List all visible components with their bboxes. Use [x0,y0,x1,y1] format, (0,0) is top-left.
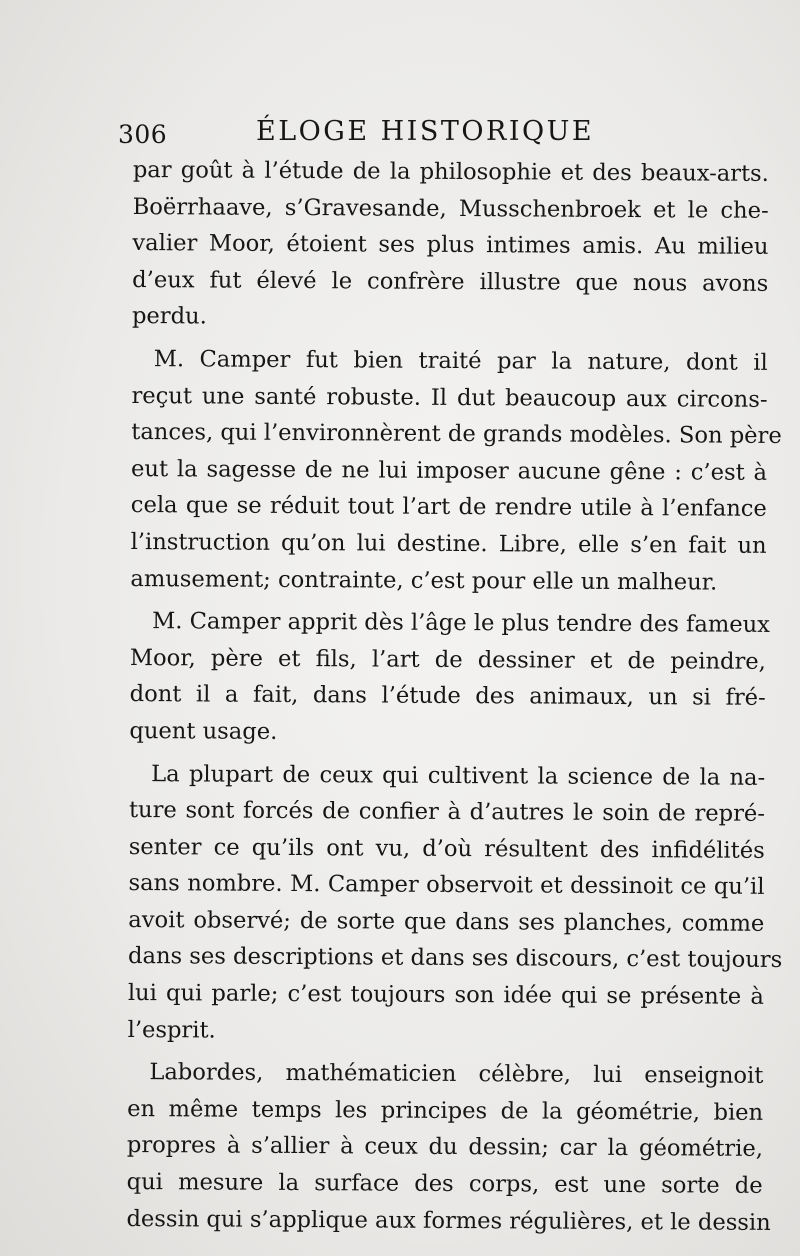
text-line: cela que se réduit tout l’art de rendre utile à l’enfance [130,492,767,523]
text-line: avoit observé; de sorte que dans ses planches, comme [128,906,765,937]
paragraph [127,755,783,1052]
text-line: reçut une santé robuste. Il dut beaucoup aux circons- [131,382,768,413]
page-header [118,112,778,152]
text-line: dessin qui s’applique aux formes régulières, et le dessin [126,1205,771,1236]
text-line: tances, qui l’environnèrent de grands modèles. Son père [131,419,782,450]
text-line: par goût à l’étude de la philosophie et des beaux-arts. [132,156,769,187]
text-line: eut la sagesse de ne lui imposer aucune gêne : c’est à [130,455,768,486]
text-line: qui mesure la surface des corps, est une sorte de [126,1169,763,1199]
text-line: l’instruction qu’on lui destine. Libre, elle s’en fait un [130,528,767,559]
text-line: M. Camper apprit dès l’âge le plus tendre des fameux [152,608,771,639]
text-line: Boërrhaave, s’Gravesande, Musschenbroek et le che- [132,193,769,224]
text-line: perdu. [131,303,207,330]
text-line: Labordes, mathématicien célèbre, lui enseignoit [149,1059,764,1090]
text-line: M. Camper fut bien traité par la nature, dont il [153,346,768,376]
text-line: dont il a fait, dans l’étude des animaux, un si fré- [129,681,766,712]
text-line: sans nombre. M. Camper observoit et dessinoit ce qu’il [128,870,765,901]
text-line: l’esprit. [127,1016,216,1044]
text-line: ture sont forcés de confier à d’autres le soin de repré- [128,797,766,827]
text-line: senter ce qu’ils ont vu, d’où résultent des infidélités [128,833,765,864]
body-text [126,152,783,1241]
text-line: en même temps les principes de la géométrie, bien [127,1095,764,1126]
paragraph [129,603,771,753]
text-line: La plupart de ceux qui cultivent la science de la na- [151,760,766,791]
text-line: propres à s’allier à ceux du dessin; car la géométrie, [126,1132,763,1163]
text-line: amusement; contrainte, c’est pour elle un malheur. [130,565,718,596]
text-line: d’eux fut élevé le confrère illustre que nous avons [132,266,769,297]
text-line: valier Moor, étoient ses plus intimes amis. Au milieu [132,230,769,261]
text-line: lui qui parle; c’est toujours son idée qui se présente à [127,980,764,1010]
text-line: dans ses descriptions et dans ses discours, c’est toujours [128,943,783,974]
text-line: Moor, père et fils, l’art de dessiner et de peindre, [129,644,766,675]
page-number: 306 [118,120,168,149]
paragraph [126,1054,771,1241]
running-head: ÉLOGE HISTORIQUE [256,116,595,147]
paragraph [130,341,782,601]
text-line: quent usage. [129,717,278,745]
paragraph [132,152,769,339]
